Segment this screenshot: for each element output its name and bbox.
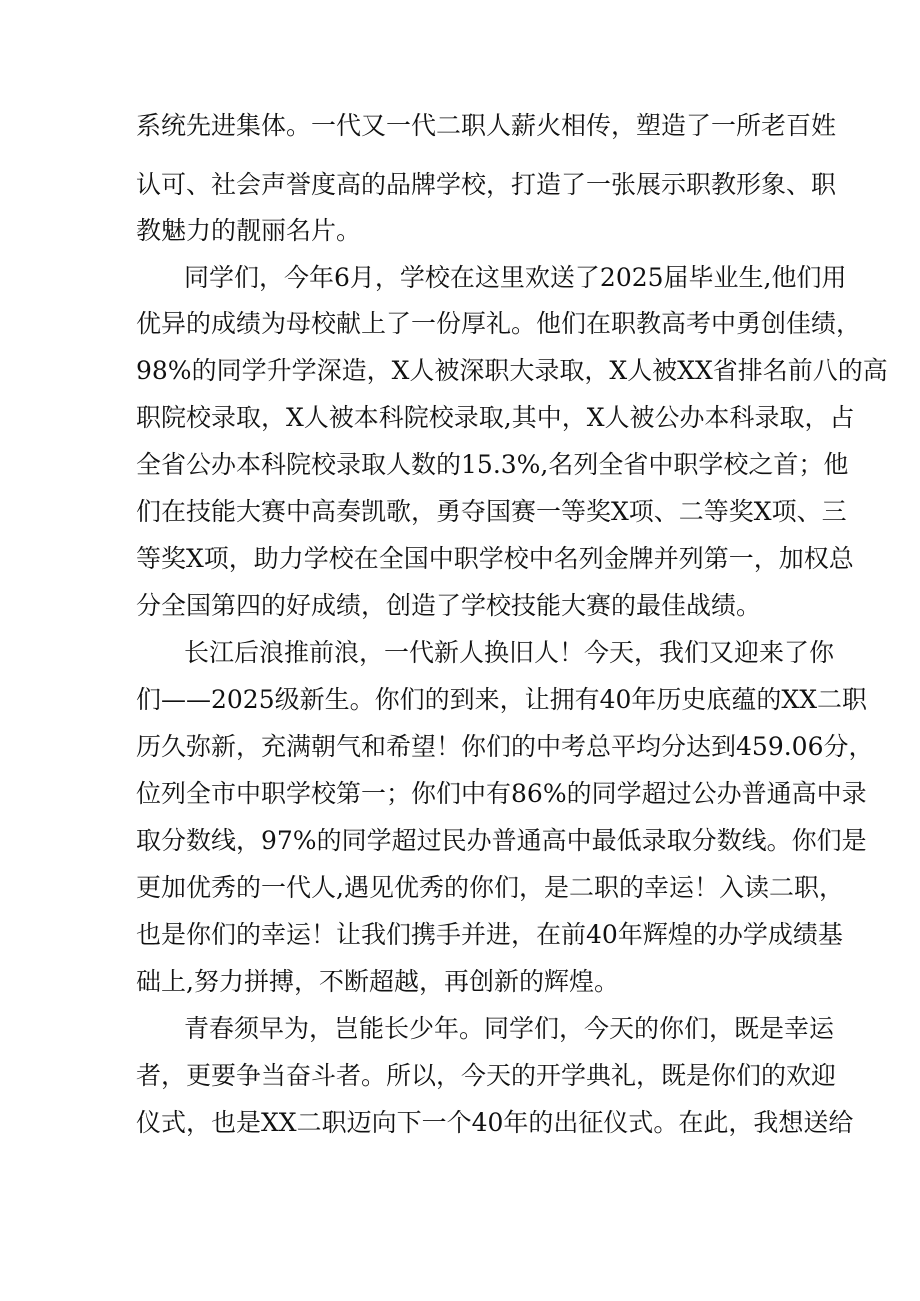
text-line: 职院校录取，X人被本科院校录取,其中，X人被公办本科录取，占 xyxy=(136,403,855,432)
text-line: 认可、社会声誉度高的品牌学校，打造了一张展示职教形象、职 xyxy=(136,170,837,199)
text-line: 系统先进集体。一代又一代二职人薪火相传，塑造了一所老百姓 xyxy=(136,111,837,140)
text-line: 教魅力的靓丽名片。 xyxy=(136,216,362,245)
text-line: 同学们，今年6月，学校在这里欢送了2025届毕业生,他们用 xyxy=(184,263,847,292)
text-line: 98%的同学升学深造，X人被深职大录取，X人被XX省排名前八的高 xyxy=(136,356,888,385)
text-line: 青春须早为，岂能长少年。同学们，今天的你们，既是幸运 xyxy=(184,1014,835,1043)
text-line: 础上,努力拼搏，不断超越，再创新的辉煌。 xyxy=(136,967,619,996)
text-line: 长江后浪推前浪，一代新人换旧人！今天，我们又迎来了你 xyxy=(184,638,835,667)
text-line: 仪式，也是XX二职迈向下一个40年的出征仪式。在此，我想送给 xyxy=(136,1108,854,1137)
text-line: 们在技能大赛中高奏凯歌，勇夺国赛一等奖X项、二等奖X项、三 xyxy=(136,497,847,526)
text-line: 取分数线，97%的同学超过民办普通高中最低录取分数线。你们是 xyxy=(136,826,867,855)
text-line: 者，更要争当奋斗者。所以，今天的开学典礼，既是你们的欢迎 xyxy=(136,1061,837,1090)
text-line: 位列全市中职学校第一；你们中有86%的同学超过公办普通高中录 xyxy=(136,779,867,808)
text-line: 也是你们的幸运！让我们携手并进，在前40年辉煌的办学成绩基 xyxy=(136,920,843,949)
text-line: 优异的成绩为母校献上了一份厚礼。他们在职教高考中勇创佳绩， xyxy=(136,309,862,338)
text-line: 等奖X项，助力学校在全国中职学校中名列金牌并列第一，加权总 xyxy=(136,544,854,573)
text-line: 历久弥新，充满朝气和希望！你们的中考总平均分达到459.06分， xyxy=(136,732,874,761)
text-line: 更加优秀的一代人,遇见优秀的你们，是二职的幸运！入读二职， xyxy=(136,873,844,902)
text-line: 全省公办本科院校录取人数的15.3%,名列全省中职学校之首；他 xyxy=(136,450,849,479)
text-line: 们——2025级新生。你们的到来，让拥有40年历史底蕴的XX二职 xyxy=(136,685,868,714)
text-line: 分全国第四的好成绩，创造了学校技能大赛的最佳战绩。 xyxy=(136,591,762,620)
